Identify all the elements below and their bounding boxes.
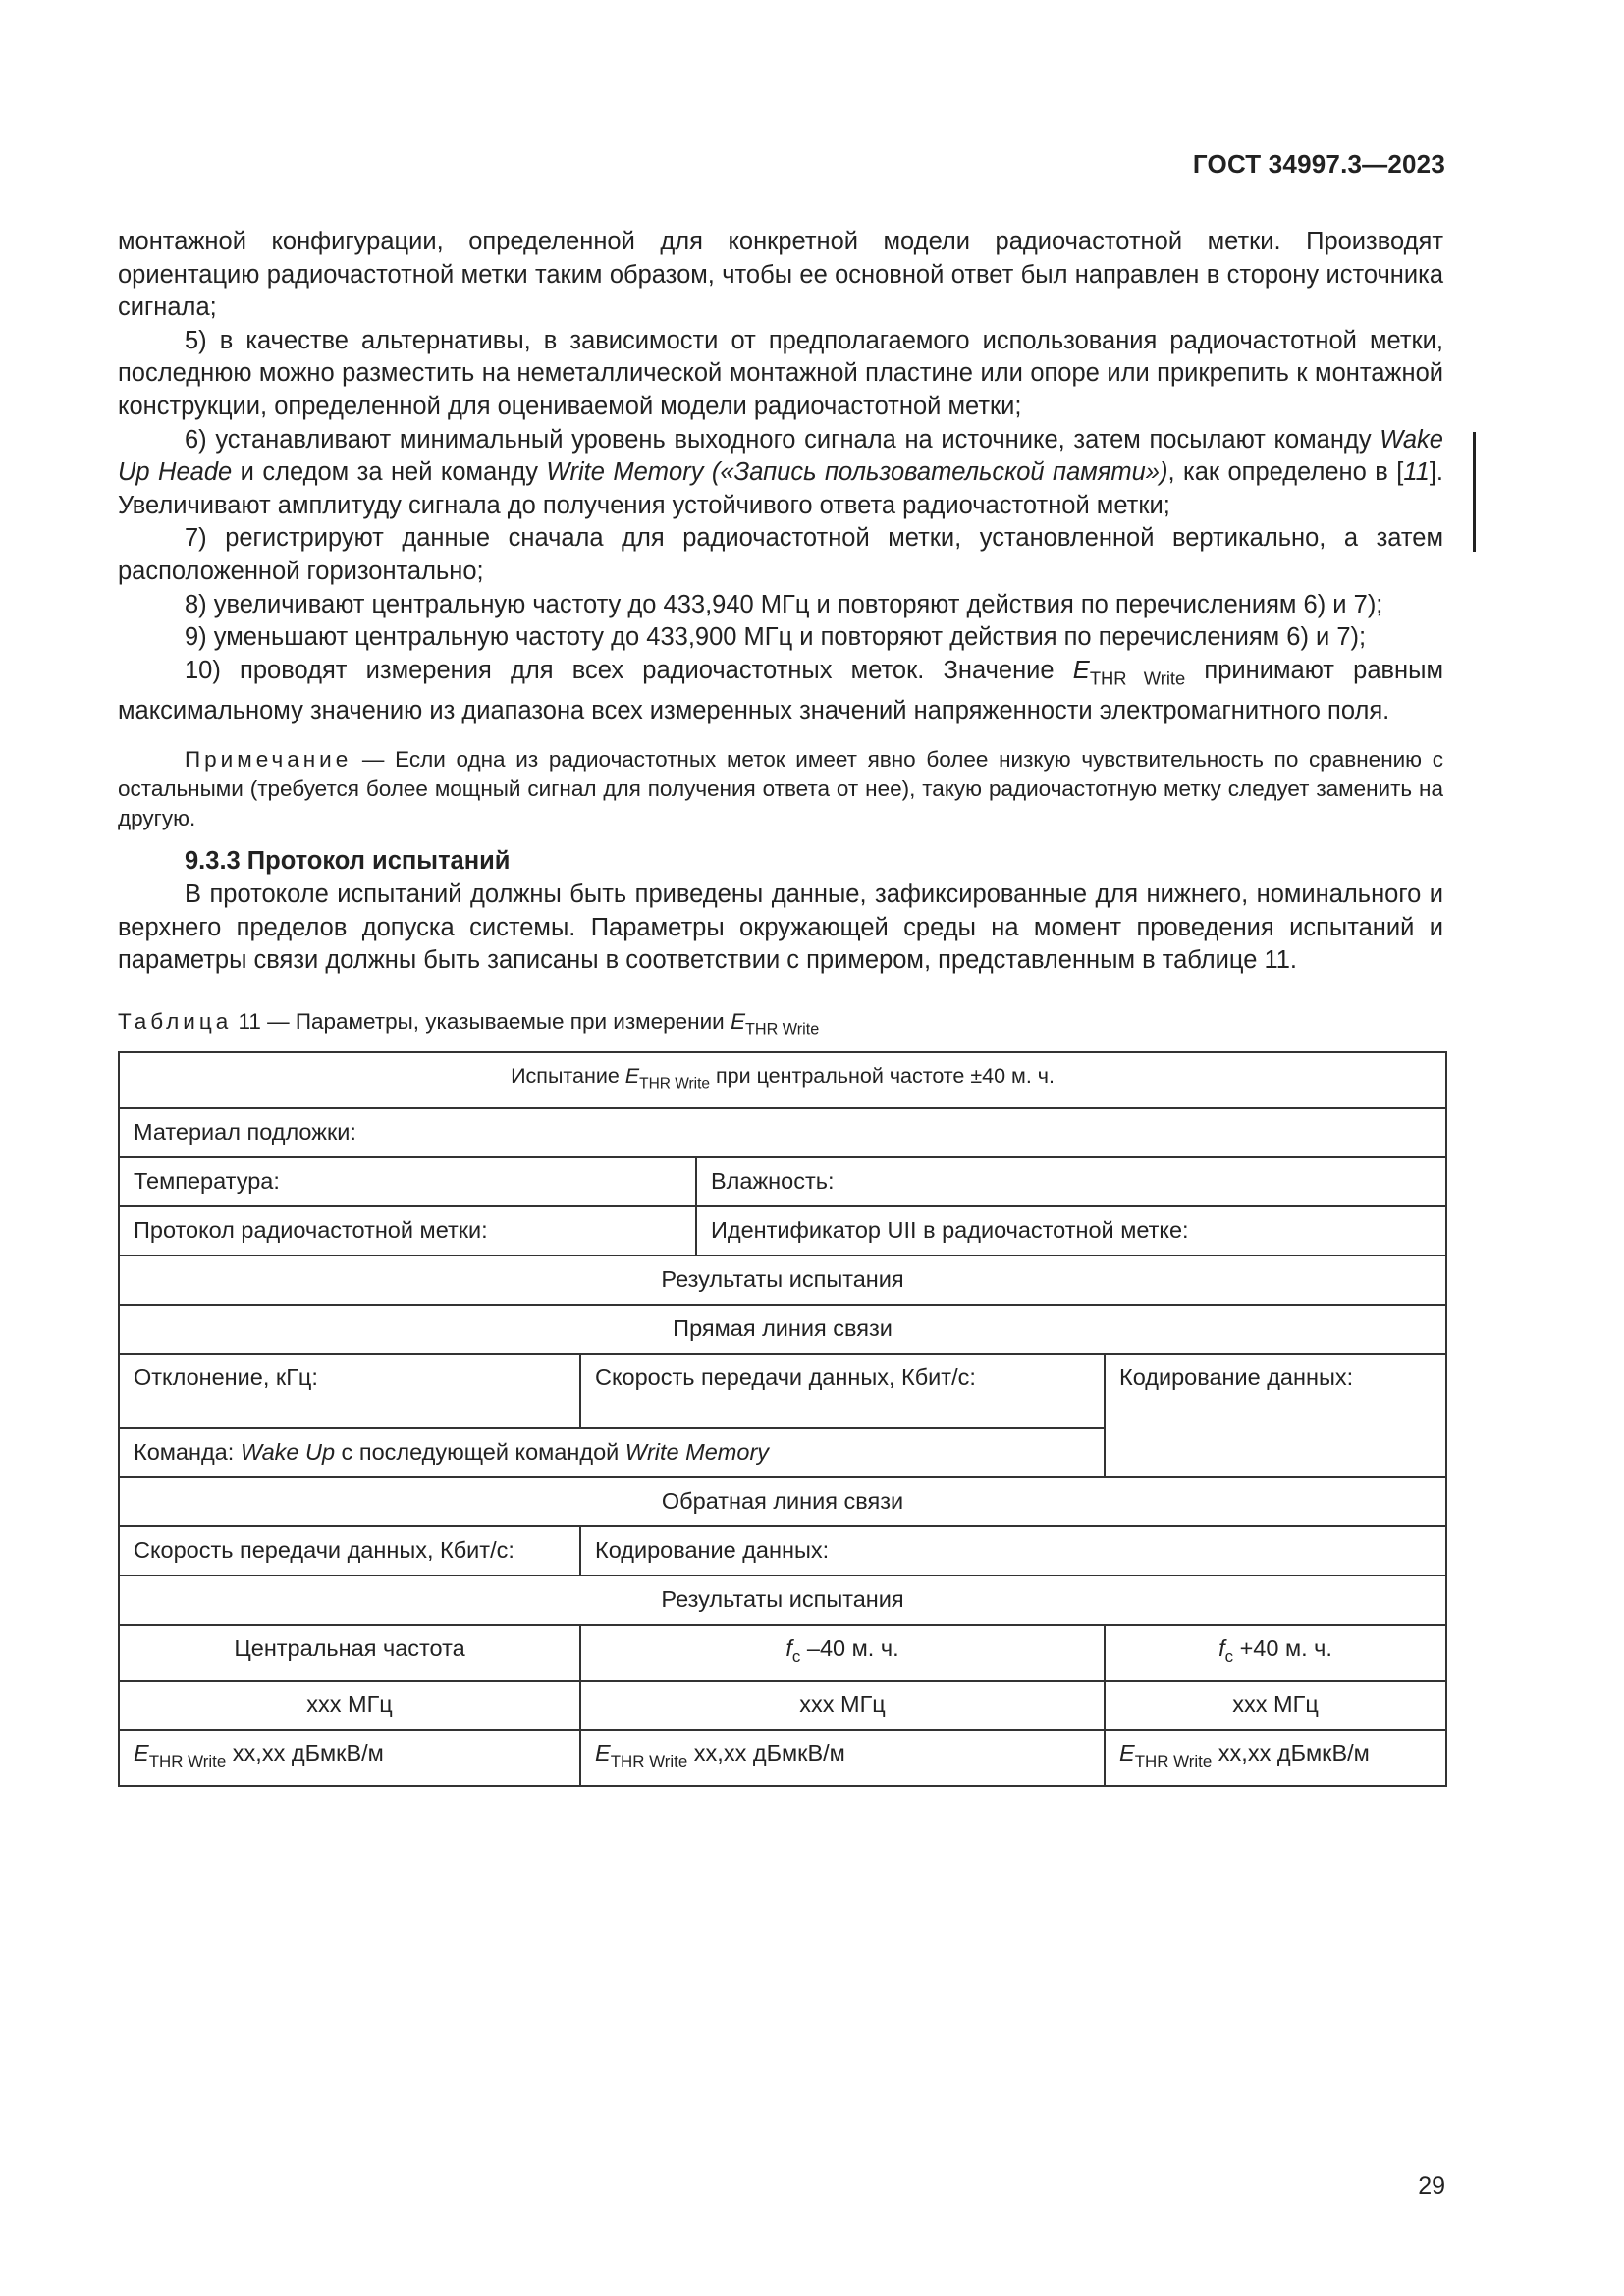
reference-link[interactable]: 11 <box>1403 458 1430 487</box>
command-cell: Команда: Wake Up с последующей командой Write Memory <box>119 1428 1105 1477</box>
deviation-cell: Отклонение, кГц: <box>119 1354 580 1428</box>
value-cell-2: $E_{THR Write}$ xx,xx дБмкВ/м <box>580 1730 1105 1786</box>
table-title-cell: Испытание $E_{THR Write}$ при центральной частоте ±40 м. ч. <box>119 1052 1446 1107</box>
note: Примечание — Если одна из радиочастотных меток имеет явно более низкую чувствительность по сравнению с остальными (требуется более мощный сигнал для получения ответа от нее), такую радиочастотную метку следует заменить на другую. <box>118 747 1443 831</box>
table-11 <box>118 1051 1447 1786</box>
fc-minus-header: $f_c$ –40 м. ч. <box>580 1625 1105 1681</box>
mhz-cell-3: xxx МГц <box>1105 1681 1446 1730</box>
results-header: Результаты испытания <box>119 1255 1446 1305</box>
uii-cell: Идентификатор UII в радиочастотной метке: <box>696 1206 1446 1255</box>
paragraph-item-9: 9) уменьшают центральную частоту до 433,900 МГц и повторяют действия по перечислениям 6) и 7); <box>185 623 1367 652</box>
return-link-header: Обратная линия связи <box>119 1477 1446 1526</box>
fc-plus-header: $f_c +40$ м. ч. <box>1105 1625 1446 1681</box>
forward-link-header: Прямая линия связи <box>119 1305 1446 1354</box>
paragraph-item-10: 10) проводят измерения для всех радиочастотных меток. Значение $E_{THR Write}$ принимают равным максимальному значению из диапазона всех измеренных значений напряженности электромагнитного поля. <box>118 656 1443 724</box>
page-content <box>118 226 1443 1787</box>
value-cell-3: $E_{THR Write}$ xx,xx дБмкВ/м <box>1105 1730 1446 1786</box>
section-text: В протоколе испытаний должны быть приведены данные, зафиксированные для нижнего, номинального и верхнего пределов допуска системы. Параметры окружающей среды на момент проведения испытаний и параметры связи должны быть записаны в соответствии с примером, представленным в таблице 11. <box>118 880 1443 975</box>
substrate-cell: Материал подложки: <box>119 1108 1446 1157</box>
paragraph-item-6: 6) устанавливают минимальный уровень выходного сигнала на источнике, затем посылают команду Wake Up Heade и следом за ней команду Write Memory («Запись пользовательской памяти»), как определено в [11]. Увеличивают амплитуду сигнала до получения устойчивого ответа радиочастотной метки; <box>118 425 1444 519</box>
humidity-cell: Влажность: <box>696 1157 1446 1206</box>
center-frequency-header: Центральная частота <box>119 1625 580 1681</box>
table-caption: Таблица 11 — Параметры, указываемые при измерении $E_{THR Write}$ <box>118 1008 820 1039</box>
value-cell-1: $E_{THR Write}$ xx,xx дБмкВ/м <box>119 1730 580 1786</box>
mhz-cell-2: xxx МГц <box>580 1681 1105 1730</box>
note-label: Примечание <box>185 747 352 773</box>
command-wake-up-heade: Wake Up Heade <box>118 425 1443 487</box>
paragraph-item-5: 5) в качестве альтернативы, в зависимости от предполагаемого использования радиочастотной метки, последнюю можно разместить на неметаллической монтажной пластине или опоре или прикрепить к монтажной конструкции, определенной для оцениваемой модели радиочастотной метки; <box>118 326 1443 420</box>
forward-data-coding-cell: Кодирование данных: <box>1105 1354 1446 1477</box>
forward-data-rate-cell: Скорость передачи данных, Кбит/с: <box>580 1354 1105 1428</box>
paragraph-item-7: 7) регистрируют данные сначала для радиочастотной метки, установленной вертикально, а затем расположенной горизонтально; <box>118 524 1443 585</box>
document-code: ГОСТ 34997.3—2023 <box>1192 149 1445 179</box>
temperature-cell: Температура: <box>119 1157 696 1206</box>
return-data-rate-cell: Скорость передачи данных, Кбит/с: <box>119 1526 580 1575</box>
command-write-memory: Write Memory («Запись пользовательской памяти») <box>546 458 1168 487</box>
section-title: 9.3.3 Протокол испытаний <box>185 847 511 876</box>
page-number: 29 <box>1418 2172 1445 2200</box>
return-data-coding-cell: Кодирование данных: <box>580 1526 1446 1575</box>
paragraph-continuation: монтажной конфигурации, определенной для конкретной модели радиочастотной метки. Производят ориентацию радиочастотной метки таким образом, чтобы ее основной ответ был направлен в сторону источника сигнала; <box>118 228 1443 322</box>
mhz-cell-1: xxx МГц <box>119 1681 580 1730</box>
tag-protocol-cell: Протокол радиочастотной метки: <box>119 1206 696 1255</box>
results-header-2: Результаты испытания <box>119 1575 1446 1625</box>
change-bar <box>1473 432 1476 552</box>
paragraph-item-8: 8) увеличивают центральную частоту до 433,940 МГц и повторяют действия по перечислениям 6) и 7); <box>185 590 1383 618</box>
